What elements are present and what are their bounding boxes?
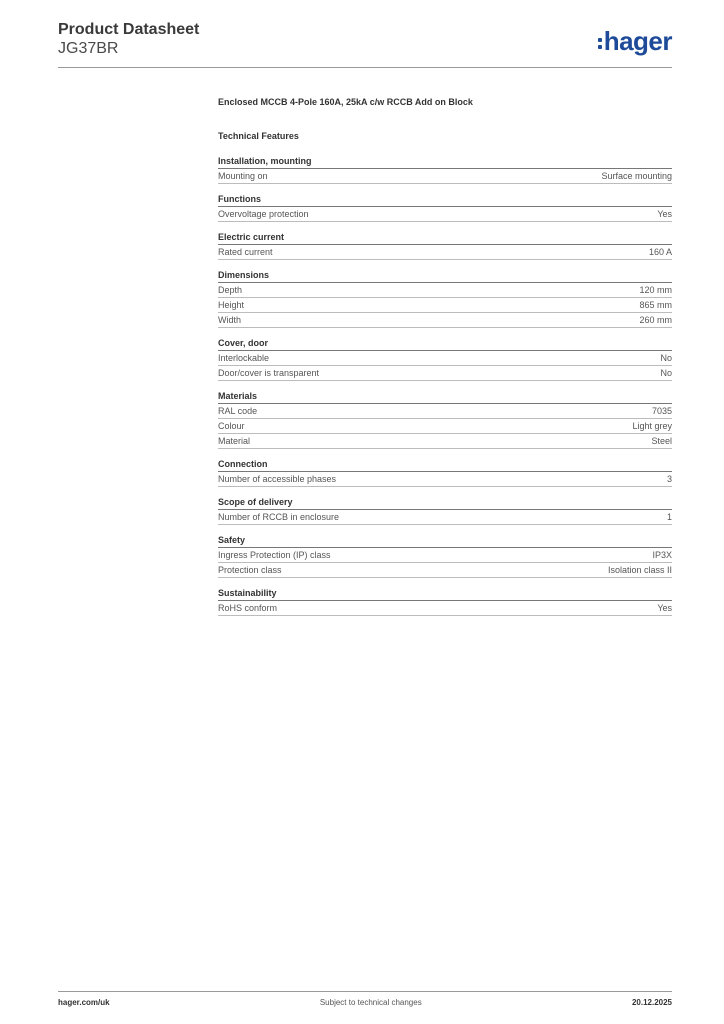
feature-label: Mounting on — [218, 171, 268, 181]
feature-label: Number of accessible phases — [218, 474, 337, 484]
feature-value: No — [660, 368, 672, 378]
feature-label: RoHS conform — [218, 603, 278, 613]
feature-value: 865 mm — [639, 300, 672, 310]
technical-features-heading: Technical Features — [218, 131, 299, 141]
feature-section — [218, 270, 672, 328]
section-title: Connection — [218, 459, 672, 472]
feature-value: Light grey — [632, 421, 672, 431]
feature-row — [218, 245, 672, 260]
feature-row — [218, 366, 672, 381]
feature-value: 3 — [666, 474, 672, 484]
feature-row — [218, 313, 672, 328]
product-code: JG37BR — [58, 40, 119, 57]
feature-value: Surface mounting — [601, 171, 672, 181]
feature-label: Depth — [218, 285, 243, 295]
feature-row — [218, 601, 672, 616]
section-title: Safety — [218, 535, 672, 548]
feature-section — [218, 588, 672, 616]
feature-value: IP3X — [652, 550, 672, 560]
feature-row — [218, 563, 672, 578]
section-title: Cover, door — [218, 338, 672, 351]
datasheet-content — [218, 96, 672, 616]
feature-value: 120 mm — [639, 285, 672, 295]
section-title: Sustainability — [218, 588, 672, 601]
header-divider — [58, 67, 672, 68]
footer-website[interactable]: hager.com/uk — [58, 998, 110, 1007]
feature-value: Yes — [657, 603, 672, 613]
section-title: Electric current — [218, 232, 672, 245]
feature-value: 260 mm — [639, 315, 672, 325]
feature-value: Yes — [657, 209, 672, 219]
section-title: Installation, mounting — [218, 156, 672, 169]
feature-label: Door/cover is transparent — [218, 368, 320, 378]
feature-row — [218, 207, 672, 222]
feature-label: Colour — [218, 421, 245, 431]
feature-row — [218, 298, 672, 313]
section-title: Functions — [218, 194, 672, 207]
feature-section — [218, 535, 672, 578]
feature-value: No — [660, 353, 672, 363]
feature-value: 1 — [666, 512, 672, 522]
feature-label: Material — [218, 436, 251, 446]
feature-row — [218, 419, 672, 434]
feature-section — [218, 338, 672, 381]
feature-value: 7035 — [651, 406, 672, 416]
feature-section — [218, 194, 672, 222]
feature-value: 160 A — [648, 247, 672, 257]
section-title: Materials — [218, 391, 672, 404]
feature-value: Isolation class II — [607, 565, 672, 575]
feature-row — [218, 404, 672, 419]
feature-row — [218, 283, 672, 298]
feature-label: Protection class — [218, 565, 282, 575]
feature-label: Height — [218, 300, 245, 310]
feature-label: Interlockable — [218, 353, 270, 363]
footer-date: 20.12.2025 — [631, 998, 672, 1007]
feature-row — [218, 510, 672, 525]
feature-section — [218, 459, 672, 487]
feature-label: RAL code — [218, 406, 258, 416]
footer-divider — [58, 991, 672, 992]
product-description: Enclosed MCCB 4-Pole 160A, 25kA c/w RCCB Add on Block — [218, 97, 473, 107]
feature-label: Ingress Protection (IP) class — [218, 550, 331, 560]
section-title: Scope of delivery — [218, 497, 672, 510]
logo-dots-icon — [598, 38, 602, 49]
feature-label: Width — [218, 315, 242, 325]
feature-row — [218, 472, 672, 487]
feature-section — [218, 391, 672, 449]
hager-logo — [598, 26, 672, 56]
footer — [58, 998, 672, 1007]
feature-section — [218, 232, 672, 260]
feature-row — [218, 351, 672, 366]
feature-label: Rated current — [218, 247, 273, 257]
feature-section — [218, 497, 672, 525]
feature-row — [218, 169, 672, 184]
feature-section — [218, 156, 672, 184]
feature-row — [218, 548, 672, 563]
footer-notice: Subject to technical changes — [319, 998, 422, 1007]
feature-label: Overvoltage protection — [218, 209, 309, 219]
page-title: Product Datasheet — [58, 21, 200, 38]
feature-row — [218, 434, 672, 449]
logo-text: hager — [603, 26, 672, 56]
section-title: Dimensions — [218, 270, 672, 283]
feature-label: Number of RCCB in enclosure — [218, 512, 340, 522]
feature-value: Steel — [651, 436, 672, 446]
feature-sections — [218, 156, 672, 616]
